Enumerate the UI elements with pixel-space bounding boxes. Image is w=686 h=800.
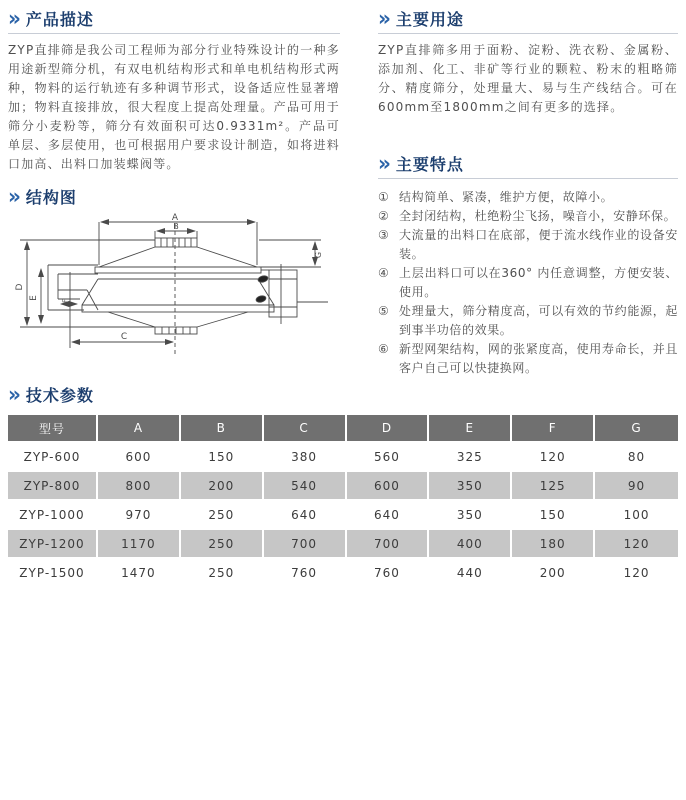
sieve-structure-drawing	[8, 212, 340, 372]
value-cell: 760	[347, 559, 430, 586]
column-header: E	[429, 415, 512, 441]
section-header	[8, 381, 678, 407]
value-cell: 150	[181, 443, 264, 470]
list-item	[378, 226, 678, 264]
double-chevron-icon: »	[378, 5, 389, 31]
section-technical-parameters	[8, 381, 678, 588]
value-cell: 120	[595, 530, 678, 557]
table-row	[8, 530, 678, 557]
section-header	[378, 5, 678, 31]
section-header	[378, 150, 678, 176]
double-chevron-icon: »	[8, 5, 19, 31]
value-cell: 350	[429, 501, 512, 528]
list-item	[378, 188, 678, 207]
main-uses-text: ZYP直排筛多用于面粉、淀粉、洗衣粉、金属粉、添加剂、化工、非矿等行业的颗粒、粉末的粗略筛分、精度筛分，处理量大、易与生产线结合。可在600mm至1800mm之间有更多的选择。	[378, 43, 678, 114]
dim-label-d: D	[15, 283, 25, 291]
table-header-row	[8, 415, 678, 441]
structure-diagram-image	[8, 212, 340, 372]
item-text: 全封闭结构，杜绝粉尘飞扬，噪音小，安静环保。	[399, 209, 677, 223]
dim-label-b: B	[173, 222, 179, 231]
value-cell: 700	[347, 530, 430, 557]
dim-label-e: E	[29, 295, 39, 301]
section-title: 产品描述	[25, 9, 94, 29]
value-cell: 250	[181, 530, 264, 557]
side-pipe-flange	[255, 264, 328, 324]
value-cell: 200	[181, 472, 264, 499]
value-cell: 125	[512, 472, 595, 499]
table-row	[8, 559, 678, 586]
value-cell: 180	[512, 530, 595, 557]
column-header: A	[98, 415, 181, 441]
value-cell: 1170	[98, 530, 181, 557]
item-number: ⑥	[378, 342, 389, 356]
dim-label-g: G	[314, 251, 323, 259]
model-cell: ZYP-800	[8, 472, 98, 499]
dim-label-f: F	[61, 299, 69, 303]
model-cell: ZYP-1200	[8, 530, 98, 557]
item-number: ⑤	[378, 304, 389, 318]
dim-label-a: A	[171, 213, 179, 223]
value-cell: 90	[595, 472, 678, 499]
item-number: ①	[378, 190, 389, 204]
column-header: 型号	[8, 415, 98, 441]
model-cell: ZYP-600	[8, 443, 98, 470]
column-header: G	[595, 415, 678, 441]
value-cell: 560	[347, 443, 430, 470]
section-title: 主要用途	[395, 9, 464, 29]
value-cell: 380	[264, 443, 347, 470]
double-chevron-icon: »	[378, 150, 389, 176]
list-item	[378, 340, 678, 378]
value-cell: 440	[429, 559, 512, 586]
section-header	[8, 5, 340, 31]
item-text: 新型网架结构，网的张紧度高，使用寿命长，并且客户自己可以快捷换网。	[399, 342, 678, 375]
value-cell: 640	[347, 501, 430, 528]
technical-parameters-table	[8, 413, 678, 588]
item-number: ④	[378, 266, 389, 280]
value-cell: 250	[181, 559, 264, 586]
value-cell: 325	[429, 443, 512, 470]
value-cell: 800	[98, 472, 181, 499]
item-number: ②	[378, 209, 389, 223]
dim-label-c: C	[120, 332, 128, 342]
column-header: D	[347, 415, 430, 441]
value-cell: 150	[512, 501, 595, 528]
value-cell: 700	[264, 530, 347, 557]
double-chevron-icon: »	[8, 183, 19, 209]
section-main-uses	[378, 5, 678, 117]
section-divider	[378, 178, 678, 179]
feature-list	[378, 188, 678, 378]
value-cell: 600	[98, 443, 181, 470]
column-header: B	[181, 415, 264, 441]
value-cell: 100	[595, 501, 678, 528]
model-cell: ZYP-1000	[8, 501, 98, 528]
table-row	[8, 443, 678, 470]
section-title: 结构图	[25, 187, 77, 207]
section-title: 技术参数	[25, 385, 94, 405]
model-cell: ZYP-1500	[8, 559, 98, 586]
double-chevron-icon: »	[8, 381, 19, 407]
table-row	[8, 501, 678, 528]
section-structure-diagram	[8, 183, 340, 372]
list-item	[378, 264, 678, 302]
value-cell: 120	[512, 443, 595, 470]
left-column	[8, 5, 340, 372]
value-cell: 250	[181, 501, 264, 528]
column-header: C	[264, 415, 347, 441]
value-cell: 400	[429, 530, 512, 557]
section-divider	[8, 33, 340, 34]
value-cell: 350	[429, 472, 512, 499]
value-cell: 600	[347, 472, 430, 499]
value-cell: 1470	[98, 559, 181, 586]
section-header	[8, 183, 340, 209]
list-item	[378, 207, 678, 226]
item-number: ③	[378, 228, 389, 242]
value-cell: 120	[595, 559, 678, 586]
table-row	[8, 472, 678, 499]
item-text: 大流量的出料口在底部，便于流水线作业的设备安装。	[399, 228, 678, 261]
item-text: 处理量大，筛分精度高，可以有效的节约能源，起到事半功倍的效果。	[399, 304, 678, 337]
list-item	[378, 302, 678, 340]
value-cell: 200	[512, 559, 595, 586]
value-cell: 540	[264, 472, 347, 499]
column-header: F	[512, 415, 595, 441]
value-cell: 970	[98, 501, 181, 528]
value-cell: 640	[264, 501, 347, 528]
item-text: 上层出料口可以在360° 内任意调整，方便安装、使用。	[399, 266, 678, 299]
value-cell: 760	[264, 559, 347, 586]
two-column-area	[8, 5, 678, 378]
section-main-features	[378, 150, 678, 378]
section-title: 主要特点	[395, 154, 464, 174]
item-text: 结构简单、紧凑，维护方便，故障小。	[399, 190, 614, 204]
upper-discharge-spout	[48, 265, 98, 310]
product-description-text: ZYP直排筛是我公司工程师为部分行业特殊设计的一种多用途新型筛分机，有双电机结构形式和单电机结构形式两种，物料的运行轨迹有多种调节形式，设备适应性显著增加；物料直接排放，很大程度上提高处理量。产品可用于筛分小麦粉等，筛分有效面积可达0.9331m²。产品可单层、多层使用，也可根据用户要求设计制造，如将进料口加高、出料口加装蝶阀等。	[8, 43, 340, 171]
right-column	[378, 5, 678, 378]
section-product-description	[8, 5, 340, 174]
value-cell: 80	[595, 443, 678, 470]
section-divider	[378, 33, 678, 34]
